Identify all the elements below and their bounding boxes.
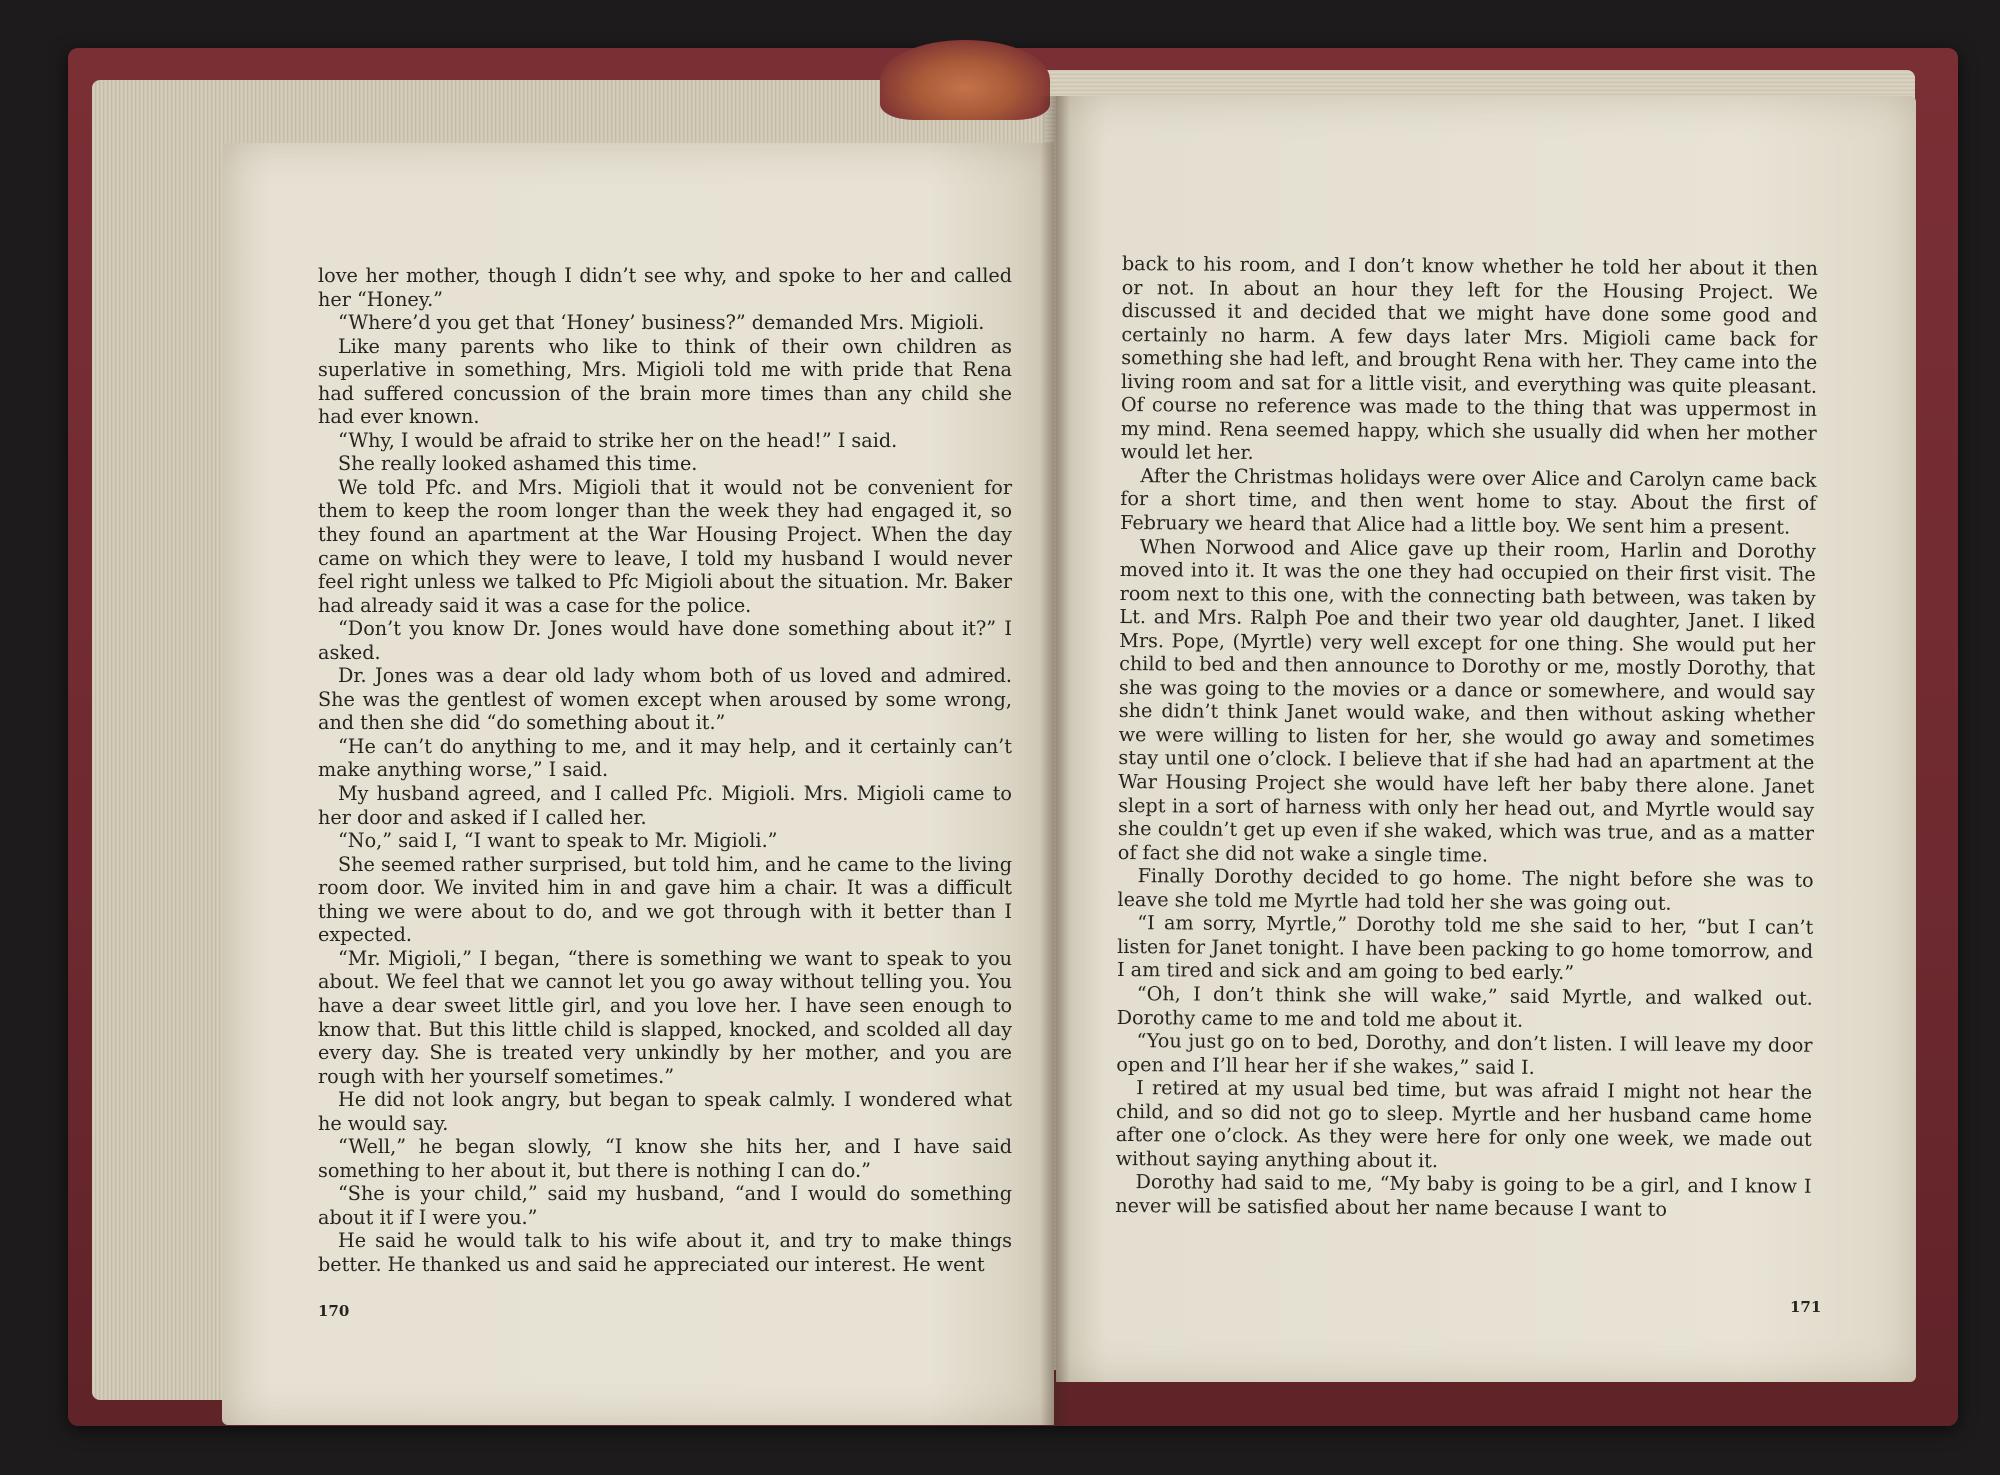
paragraph: I retired at my usual bed time, but was afraid I might not hear the child, and so did not go to sleep. Myrtle and her husband came home after one o’clock. As they were here for only one week, we made out without saying anything about it. [1115, 1076, 1813, 1173]
left-page-text [318, 264, 1012, 1277]
paragraph: Dorothy had said to me, “My baby is going to be a girl, and I know I never will be satisfied about her name because I want to [1115, 1170, 1812, 1221]
paragraph: “Oh, I don’t think she will wake,” said Myrtle, and walked out. Dorothy came to me and told me about it. [1116, 982, 1813, 1032]
paragraph: love her mother, though I didn’t see why, and spoke to her and called her “Honey.” [318, 264, 1012, 311]
paragraph: She seemed rather surprised, but told him, and he came to the living room door. We invited him in and gave him a chair. It was a difficult thing we were about to do, and we got through with it better than I expected. [318, 852, 1012, 947]
paragraph: She really looked ashamed this time. [338, 452, 698, 476]
paragraph: “Well,” he began slowly, “I know she hits her, and I have said something to her about it, but there is nothing I can do.” [318, 1135, 1012, 1182]
paragraph: “You just go on to bed, Dorothy, and don’t listen. I will leave my door open and I’ll hear her if she wakes,” said I. [1116, 1029, 1813, 1079]
paragraph: Finally Dorothy decided to go home. The night before she was to leave she told me Myrtle had told her she was going out. [1117, 864, 1814, 915]
paragraph: My husband agreed, and I called Pfc. Migioli. Mrs. Migioli came to her door and asked if I called her. [318, 782, 1012, 829]
page-number-left: 170 [318, 1302, 350, 1320]
paragraph: Like many parents who like to think of their own children as superlative in something, Mrs. Migioli told me with pride that Rena had suffered concussion of the brain more times than any child she had ever known. [318, 334, 1012, 429]
paragraph: “Mr. Migioli,” I began, “there is something we want to speak to you about. We feel that we cannot let you go away without telling you. You have a dear sweet little girl, and you love her. I have seen enough to know that. But this little child is slapped, knocked, and scolded all day every day. She is treated very unkindly by her mother, and you are rough with her yourself sometimes.” [318, 946, 1012, 1088]
paragraph: When Norwood and Alice gave up their room, Harlin and Dorothy moved into it. It was the one they had occupied on their first visit. The room next to this one, with the connecting bath between, was taken by Lt. and Mrs. Ralph Poe and their two year old daughter, Janet. I liked Mrs. Pope, (Myrtle) very well except for one thing. She would put her child to bed and then announce to Dorothy or me, mostly Dorothy, that she was going to the movies or a dance or somewhere, and would say she didn’t think Janet would wake, and then without asking whether we were willing to listen for her, she would go away and sometimes stay until one o’clock. I believe that if she had had an apartment at the War Housing Project she would have left her baby there alone. Janet slept in a sort of harness with only her head out, and Myrtle would say she couldn’t get up even if she waked, which was true, and as a matter of fact she did not wake a single time. [1117, 534, 1817, 867]
paragraph: back to his room, and I don’t know whether he told her about it then or not. In about an hour they left for the Housing Project. We discussed it and decided that we might have done some good and certainly no harm. A few days later Mrs. Migioli came back for something she had left, and brought Rena with her. They came into the living room and sat for a little visit, and everything was quite pleasant. Of course no reference was made to the thing that was uppermost in my mind. Rena seemed happy, which she usually did when her mother would let her. [1120, 252, 1818, 465]
paragraph: “She is your child,” said my husband, “and I would do something about it if I were you.” [318, 1182, 1012, 1229]
paragraph: “Why, I would be afraid to strike her on the head!” I said. [338, 428, 898, 452]
page-number-right: 171 [1790, 1298, 1822, 1316]
paragraph: We told Pfc. and Mrs. Migioli that it would not be convenient for them to keep the room longer than the week they had engaged it, so they found an apartment at the War Housing Project. When the day came on which they were to leave, I told my husband I would never feel right unless we talked to Pfc Migioli about the situation. Mr. Baker had already said it was a case for the police. [318, 475, 1012, 617]
paragraph: “No,” said I, “I want to speak to Mr. Migioli.” [338, 829, 778, 853]
paragraph: “He can’t do anything to me, and it may help, and it certainly can’t make anything worse,” I said. [318, 734, 1012, 782]
paragraph: He said he would talk to his wife about it, and try to make things better. He thanked us and said he appreciated our interest. He went [318, 1229, 1012, 1276]
book-gutter [1040, 96, 1070, 1426]
paragraph: “Don’t you know Dr. Jones would have done something about it?” I asked. [318, 617, 1012, 664]
paragraph: He did not look angry, but began to speak calmly. I wondered what he would say. [318, 1088, 1012, 1135]
right-page-text [1115, 252, 1818, 1222]
paragraph: Dr. Jones was a dear old lady whom both of us loved and admired. She was the gentlest of women except when aroused by some wrong, and then she did “do something about it.” [318, 664, 1012, 735]
paragraph: “Where’d you get that ‘Honey’ business?” demanded Mrs. Migioli. [338, 311, 985, 335]
paragraph: After the Christmas holidays were over Alice and Carolyn came back for a short time, and then went home to stay. About the first of February we heard that Alice had a little boy. We sent him a present. [1120, 464, 1817, 539]
headband-ribbon [880, 40, 1050, 120]
paragraph: “I am sorry, Myrtle,” Dorothy told me she said to her, “but I can’t listen for Janet tonight. I have been packing to go home tomorrow, and I am tired and sick and am going to bed early.” [1116, 911, 1814, 985]
